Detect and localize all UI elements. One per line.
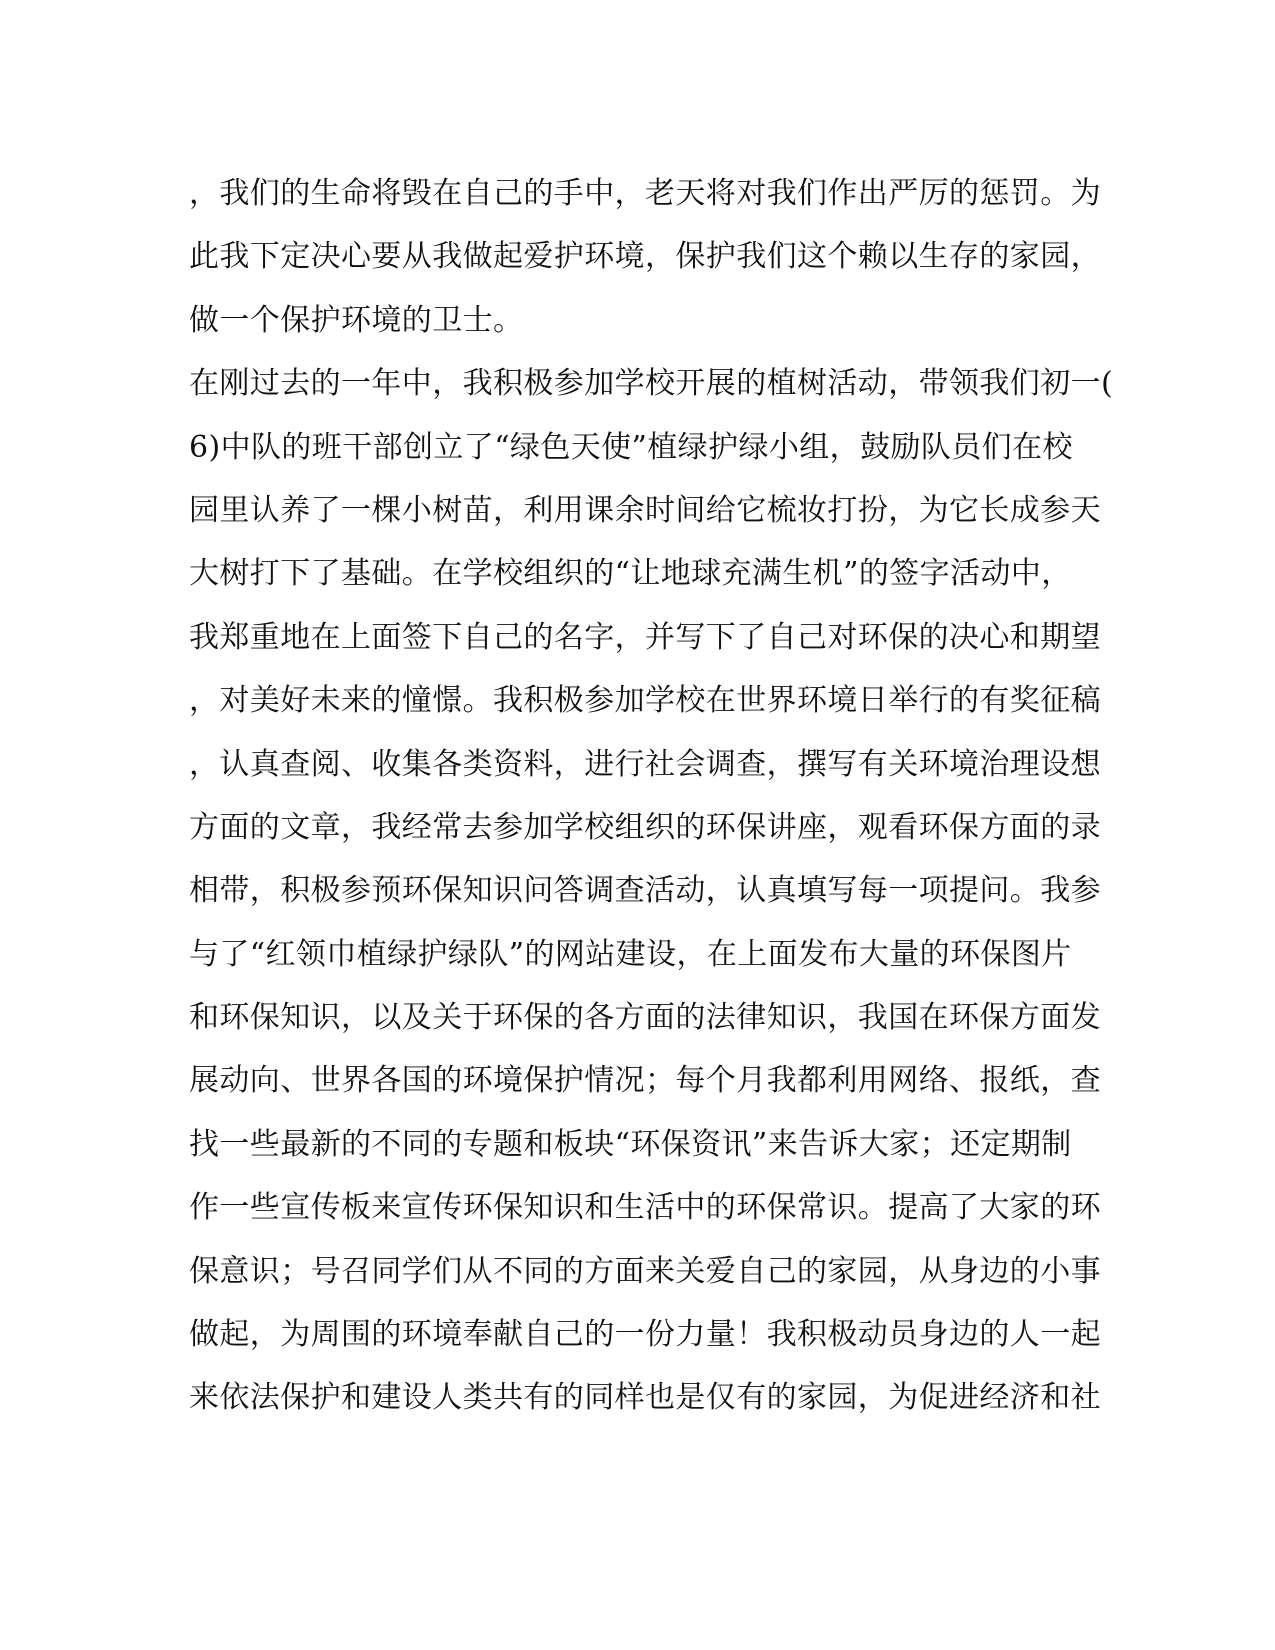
text-line: 保意识；号召同学们从不同的方面来关爱自己的家园，从身边的小事	[189, 1253, 1101, 1289]
text-line: 做一个保护环境的卫士。	[189, 302, 524, 338]
text-line: ，对美好未来的憧憬。我积极参加学校在世界环境日举行的有奖征稿	[189, 683, 1101, 719]
text-line: 我郑重地在上面签下自己的名字，并写下了自己对环保的决心和期望	[189, 619, 1101, 655]
text-line: 在刚过去的一年中，我积极参加学校开展的植树活动，带领我们初一(	[189, 366, 1114, 402]
text-line: 和环保知识，以及关于环保的各方面的法律知识，我国在环保方面发	[189, 1000, 1101, 1036]
text-line: 找一些最新的不同的专题和板块“环保资讯”来告诉大家；还定期制	[189, 1126, 1072, 1162]
text-line: 做起，为周围的环境奉献自己的一份力量！我积极动员身边的人一起	[189, 1317, 1101, 1353]
text-line: 来依法保护和建设人类共有的同样也是仅有的家园，为促进经济和社	[189, 1380, 1101, 1416]
text-line: 方面的文章，我经常去参加学校组织的环保讲座，观看环保方面的录	[189, 809, 1101, 845]
text-line: 展动向、世界各国的环境保护情况；每个月我都利用网络、报纸，查	[189, 1063, 1101, 1099]
text-line: 此我下定决心要从我做起爱护环境，保护我们这个赖以生存的家园，	[189, 239, 1101, 275]
body-text	[189, 162, 1114, 1430]
text-line: 相带，积极参预环保知识问答调查活动，认真填写每一项提问。我参	[189, 873, 1101, 909]
text-line: 6)中队的班干部创立了“绿色天使”植绿护绿小组，鼓励队员们在校	[189, 429, 1073, 465]
text-line: 园里认养了一棵小树苗，利用课余时间给它梳妆打扮，为它长成参天	[189, 492, 1101, 528]
text-line: ，我们的生命将毁在自己的手中，老天将对我们作出严厉的惩罚。为	[189, 176, 1101, 211]
text-line: 与了“红领巾植绿护绿队”的网站建设，在上面发布大量的环保图片	[189, 936, 1072, 972]
text-line: ，认真查阅、收集各类资料，进行社会调查，撰写有关环境治理设想	[189, 746, 1101, 782]
text-line: 作一些宣传板来宣传环保知识和生活中的环保常识。提高了大家的环	[189, 1190, 1101, 1226]
text-line: 大树打下了基础。在学校组织的“让地球充满生机”的签字活动中，	[189, 556, 1072, 592]
